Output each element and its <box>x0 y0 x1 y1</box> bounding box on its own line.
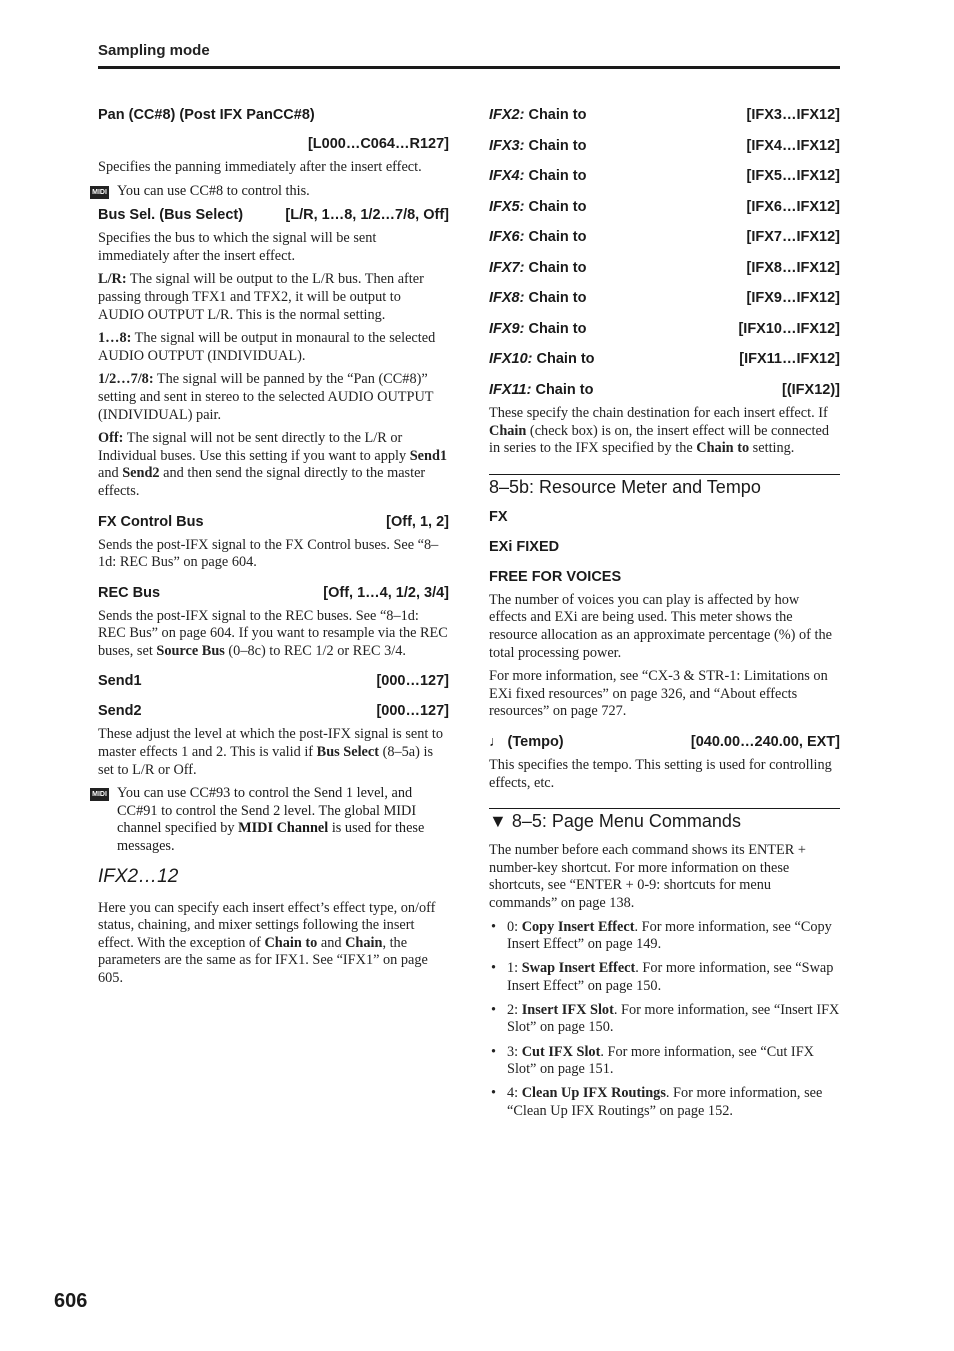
midi-icon: MIDI <box>90 788 109 801</box>
param-pan <box>98 106 449 153</box>
chain-description <box>489 405 840 458</box>
option-text: The signal will be output to the L/R bus. Then after passing through TFX1 and TFX2, it will be output to AUDIO OUTPUT L/R. This is the normal setting. <box>98 271 424 323</box>
bullet: • <box>491 1001 497 1018</box>
chain-list <box>489 106 840 399</box>
resource-description: The number of voices you can play is affected by how effects and EXi are being used. This meter shows the resource allocation as an approximate percentage (%) of the total processing power. <box>489 591 832 661</box>
param-chain-to <box>489 106 840 124</box>
text: These specify the chain destination for each insert effect. If <box>489 405 828 421</box>
menu-command-item <box>489 1044 840 1079</box>
bold-term: Chain to <box>264 934 318 951</box>
param-tempo <box>489 733 840 751</box>
ifx-label: IFX4: <box>489 168 525 184</box>
chain-to-label: Chain to <box>524 290 587 306</box>
menu-section-title: ▼ 8–5: Page Menu Commands <box>489 811 741 832</box>
param-fx-control-bus <box>98 513 449 531</box>
param-name: ♩ (Tempo) <box>489 733 564 750</box>
command-name: Insert IFX Slot <box>521 1001 614 1018</box>
param-name <box>489 198 586 216</box>
param-range: [IFX5…IFX12] <box>746 168 840 184</box>
header-rule <box>98 66 840 69</box>
param-range: [IFX6…IFX12] <box>746 198 840 215</box>
param-rec-bus <box>98 584 449 602</box>
param-chain-to <box>489 198 840 216</box>
ifx-label: IFX8: <box>489 290 525 306</box>
rec-bus-description <box>98 608 449 661</box>
bold-term: Chain <box>489 422 527 439</box>
param-range: [L000…C064…R127] <box>307 136 449 152</box>
ifx-section-title: IFX2…12 <box>98 865 179 887</box>
chain-to-label: Chain to <box>524 229 587 245</box>
ifx-label: IFX10: <box>489 351 533 367</box>
param-range: [000…127] <box>376 673 449 690</box>
menu-command-item <box>489 960 840 995</box>
bold-term: Send1 <box>409 447 448 464</box>
param-chain-to <box>489 228 840 246</box>
command-shortcut: 1: <box>507 960 522 977</box>
command-name: Cut IFX Slot <box>521 1043 601 1060</box>
param-range: [040.00…240.00, EXT] <box>690 733 840 750</box>
command-name: Clean Up IFX Routings <box>521 1085 666 1102</box>
ifx-label: IFX3: <box>489 137 525 154</box>
param-chain-to <box>489 167 840 185</box>
text: These adjust the level at which the post-IFX signal is sent to master effects 1 and 2. This is valid if <box>98 726 444 761</box>
resource-section-title: 8–5b: Resource Meter and Tempo <box>489 476 761 497</box>
param-name: FX Control Bus <box>98 513 204 530</box>
param-name <box>489 167 586 185</box>
command-text: . For more information, see “Copy Insert Effect” on page 149. <box>507 918 832 953</box>
text: setting. <box>749 440 795 457</box>
menu-description: The number before each command shows its ENTER + number-key shortcut. For more information on these shortcuts, see “ENTER + 0-9: shortcuts for menu commands” on page 138. <box>489 842 806 911</box>
text: (0–8c) to REC 1/2 or REC 3/4. <box>224 642 406 659</box>
exi-fixed-label: EXi FIXED <box>489 538 560 555</box>
resource-more-info: For more information, see “CX-3 & STR-1: Limitations on EXi fixed resources” on page 326, and “About effects resources” on page 727. <box>489 668 828 720</box>
fx-control-description: Sends the post-IFX signal to the FX Control buses. See “8–1d: REC Bus” on page 604. <box>98 536 439 571</box>
option-text: and then send the signal directly to the master effects. <box>98 465 426 499</box>
bold-term: Chain <box>345 934 383 951</box>
bullet: • <box>491 918 497 935</box>
param-range: [000…127] <box>376 703 449 720</box>
ifx-label: IFX5: <box>489 198 525 215</box>
param-range: [Off, 1, 2] <box>386 513 449 530</box>
text: (8–5a) is set to L/R or Off. <box>98 744 434 778</box>
section-rule <box>489 474 840 475</box>
param-chain-to <box>489 137 840 155</box>
param-name <box>489 320 586 338</box>
param-range: [(IFX12)] <box>782 381 840 398</box>
param-send2 <box>98 702 449 720</box>
param-range: [Off, 1…4, 1/2, 3/4] <box>323 584 449 601</box>
bullet: • <box>491 1085 497 1102</box>
command-text: . For more information, see “Cut IFX Slot” on page 151. <box>507 1043 814 1078</box>
bold-term: MIDI Channel <box>238 820 329 837</box>
command-text: . For more information, see “Clean Up IFX Routings” on page 152. <box>507 1085 823 1119</box>
param-chain-to <box>489 259 840 277</box>
param-name <box>489 259 586 277</box>
ifx-label: IFX6: <box>489 229 525 245</box>
bus-option-off <box>98 430 449 500</box>
midi-note-text: You can use CC#93 to control the Send 1 level, and CC#91 to control the Send 2 level. The global MIDI channel specified by <box>117 785 417 837</box>
bus-select-description: Specifies the bus to which the signal will be sent immediately after the insert effect. <box>98 230 377 264</box>
param-chain-to <box>489 381 840 399</box>
midi-note-text: is used for these messages. <box>117 820 425 855</box>
param-name <box>489 381 593 399</box>
command-text: . For more information, see “Swap Insert Effect” on page 150. <box>507 960 834 994</box>
param-chain-to <box>489 350 840 368</box>
ifx-description <box>98 900 449 988</box>
param-range: [IFX9…IFX12] <box>746 290 840 306</box>
bold-term: Bus Select <box>316 744 380 761</box>
chain-to-label: Chain to <box>524 198 587 215</box>
chain-to-label: Chain to <box>524 259 587 276</box>
text: Sends the post-IFX signal to the REC buses. See “8–1d: REC Bus” on page 604. If you want to resample via the REC buses, set <box>98 607 448 659</box>
param-bus-select <box>98 206 449 224</box>
midi-note <box>92 182 449 201</box>
chain-to-label: Chain to <box>524 168 587 184</box>
menu-command-item <box>489 1002 840 1037</box>
param-name <box>489 350 595 368</box>
param-name: Pan (CC#8) (Post IFX PanCC#8) <box>98 107 315 123</box>
send-description <box>98 726 449 779</box>
right-column <box>489 106 840 1127</box>
pan-description: Specifies the panning immediately after the insert effect. <box>98 159 422 175</box>
chain-to-label: Chain to <box>524 107 587 123</box>
param-chain-to <box>489 289 840 307</box>
param-send1 <box>98 672 449 690</box>
midi-note-text: You can use CC#8 to control this. <box>117 182 310 199</box>
free-for-voices-label: FREE FOR VOICES <box>489 568 622 585</box>
menu-command-item <box>489 1085 840 1120</box>
midi-icon: MIDI <box>90 186 109 199</box>
param-name: Send2 <box>98 703 142 720</box>
command-shortcut: 3: <box>507 1043 522 1060</box>
command-name: Copy Insert Effect <box>521 918 635 935</box>
param-name <box>489 289 586 307</box>
ifx-label: IFX7: <box>489 259 525 276</box>
bullet: • <box>491 1043 497 1060</box>
bus-option-mono <box>98 330 449 365</box>
option-label: 1…8: <box>98 330 132 347</box>
option-label: L/R: <box>98 271 127 288</box>
option-text: The signal will not be sent directly to the L/R or Individual buses. Use this setting if you want to apply <box>98 430 410 464</box>
midi-note <box>92 785 449 855</box>
param-name: Send1 <box>98 673 142 690</box>
text: , the parameters are the same as for IFX1. See “IFX1” on page 605. <box>98 934 428 986</box>
command-text: . For more information, see “Insert IFX Slot” on page 150. <box>507 1001 840 1036</box>
param-name <box>489 137 586 155</box>
option-text: The signal will be output in monaural to the selected AUDIO OUTPUT (INDIVIDUAL). <box>98 330 436 364</box>
ifx-label: IFX9: <box>489 320 525 337</box>
option-label: Off: <box>98 430 124 447</box>
param-range: [IFX11…IFX12] <box>739 351 840 367</box>
chain-to-label: Chain to <box>524 137 587 154</box>
menu-command-item <box>489 919 840 954</box>
command-shortcut: 2: <box>507 1001 522 1018</box>
bold-term: Source Bus <box>156 642 225 659</box>
param-range: [IFX10…IFX12] <box>738 320 840 337</box>
bold-term: Send2 <box>122 465 160 482</box>
param-name <box>489 106 586 124</box>
left-column <box>92 106 449 994</box>
param-range: [IFX3…IFX12] <box>746 107 840 123</box>
ifx-label: IFX11: <box>489 381 532 398</box>
chain-to-label: Chain to <box>531 381 594 398</box>
option-text: The signal will be panned by the “Pan (CC#8)” setting and sent in stereo to the selected AUDIO OUTPUT (INDIVIDUAL) pair. <box>98 371 434 423</box>
tempo-description: This specifies the tempo. This setting is used for controlling effects, etc. <box>489 756 832 791</box>
param-name <box>489 228 586 246</box>
command-shortcut: 4: <box>507 1085 522 1102</box>
bold-term: Chain to <box>696 440 750 457</box>
ifx-label: IFX2: <box>489 107 525 123</box>
running-header: Sampling mode <box>98 42 210 59</box>
text: and <box>317 934 346 951</box>
bus-option-stereo <box>98 371 449 424</box>
bus-option-lr <box>98 271 449 324</box>
param-range: [L/R, 1…8, 1/2…7/8, Off] <box>285 207 449 224</box>
chain-to-label: Chain to <box>532 351 595 367</box>
text: (check box) is on, the insert effect will be connected in series to the IFX specified by the <box>489 422 829 457</box>
fx-label: FX <box>489 508 508 525</box>
param-range: [IFX7…IFX12] <box>746 229 840 245</box>
param-chain-to <box>489 320 840 338</box>
chain-to-label: Chain to <box>524 320 587 337</box>
section-rule <box>489 808 840 809</box>
bullet: • <box>491 960 497 977</box>
text: Here you can specify each insert effect’s effect type, on/off status, chaining, and mixer settings following the insert effect. With the exception of <box>98 899 436 951</box>
param-name: REC Bus <box>98 584 161 601</box>
param-name: Bus Sel. (Bus Select) <box>98 207 244 224</box>
param-range: [IFX4…IFX12] <box>746 137 840 154</box>
command-shortcut: 0: <box>507 918 522 935</box>
param-range: [IFX8…IFX12] <box>746 259 840 276</box>
option-label: 1/2…7/8: <box>98 371 154 388</box>
option-text: and <box>98 465 123 482</box>
page-number: 606 <box>54 1290 88 1312</box>
menu-command-list <box>489 919 840 1121</box>
command-name: Swap Insert Effect <box>521 960 636 977</box>
